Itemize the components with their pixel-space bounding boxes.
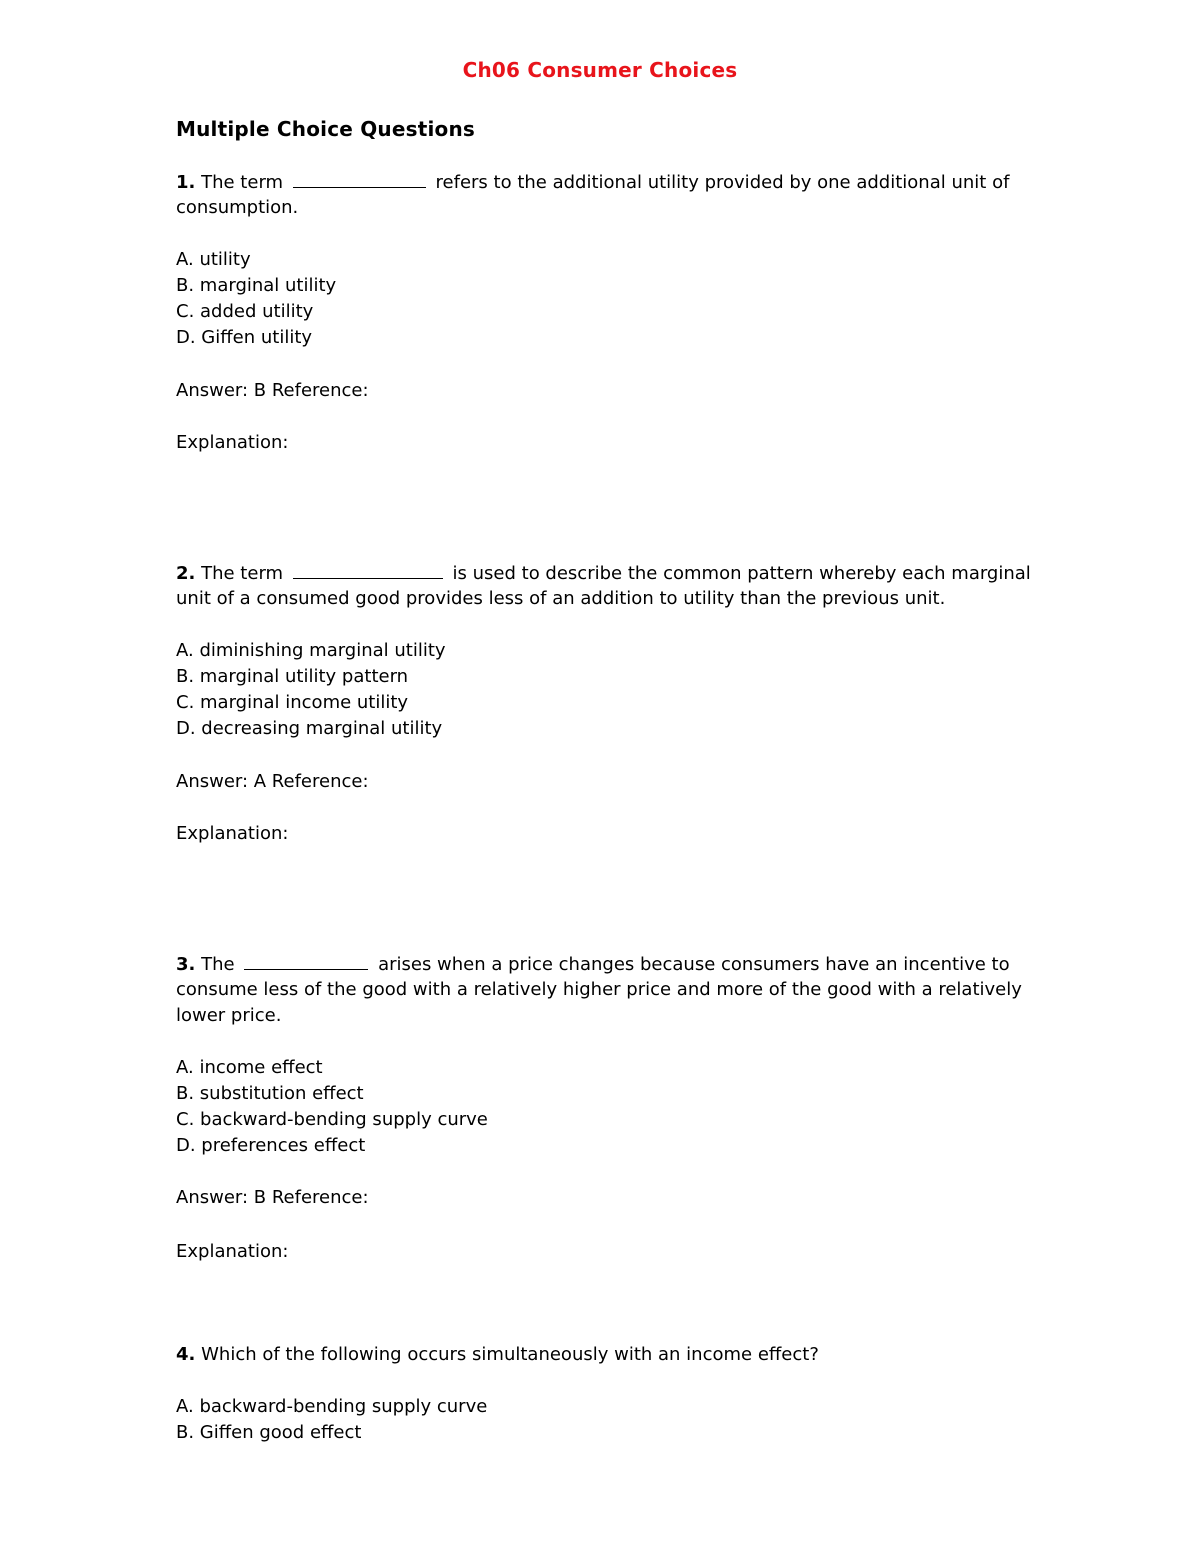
option-c: C. added utility xyxy=(176,301,314,322)
answer-line: Answer: B Reference: xyxy=(176,1187,369,1208)
question-number: 2. xyxy=(176,563,196,584)
question-text: arises when a price changes because consumers have an incentive to xyxy=(378,954,1010,975)
answer-blank xyxy=(293,560,443,579)
question-3-line-1 xyxy=(176,951,1010,978)
option-c: C. backward-bending supply curve xyxy=(176,1109,488,1130)
document-title: Ch06 Consumer Choices xyxy=(462,58,738,82)
explanation-label: Explanation: xyxy=(176,432,289,453)
question-text: The term xyxy=(201,172,284,193)
option-b: B. Giffen good effect xyxy=(176,1422,362,1443)
answer-line: Answer: B Reference: xyxy=(176,380,369,401)
question-text: Which of the following occurs simultaneously with an income effect? xyxy=(201,1344,819,1365)
question-2-line-1 xyxy=(176,560,1031,587)
option-b: B. marginal utility xyxy=(176,275,337,296)
option-d: D. decreasing marginal utility xyxy=(176,718,443,739)
option-a: A. backward-bending supply curve xyxy=(176,1396,488,1417)
option-b: B. marginal utility pattern xyxy=(176,666,409,687)
question-text: The term xyxy=(201,563,284,584)
question-1-line-1 xyxy=(176,169,1009,196)
answer-line: Answer: A Reference: xyxy=(176,771,369,792)
option-a: A. income effect xyxy=(176,1057,323,1078)
question-text: is used to describe the common pattern whereby each marginal xyxy=(452,563,1031,584)
question-3-line-2: consume less of the good with a relatively higher price and more of the good with a relatively xyxy=(176,979,1022,1000)
option-d: D. Giffen utility xyxy=(176,327,313,348)
question-3-line-3: lower price. xyxy=(176,1005,282,1026)
answer-blank xyxy=(244,951,368,970)
option-a: A. diminishing marginal utility xyxy=(176,640,446,661)
option-d: D. preferences effect xyxy=(176,1135,366,1156)
question-text: The xyxy=(201,954,235,975)
explanation-label: Explanation: xyxy=(176,823,289,844)
question-number: 1. xyxy=(176,172,196,193)
explanation-label: Explanation: xyxy=(176,1241,289,1262)
option-c: C. marginal income utility xyxy=(176,692,409,713)
question-number: 4. xyxy=(176,1344,196,1365)
question-1-line-2: consumption. xyxy=(176,197,299,218)
question-4-line-1 xyxy=(176,1342,819,1368)
question-text: refers to the additional utility provided by one additional unit of xyxy=(435,172,1010,193)
question-2-line-2: unit of a consumed good provides less of an addition to utility than the previous unit. xyxy=(176,588,946,609)
answer-blank xyxy=(293,169,426,188)
option-a: A. utility xyxy=(176,249,251,270)
option-b: B. substitution effect xyxy=(176,1083,364,1104)
section-title: Multiple Choice Questions xyxy=(176,117,476,141)
question-number: 3. xyxy=(176,954,196,975)
